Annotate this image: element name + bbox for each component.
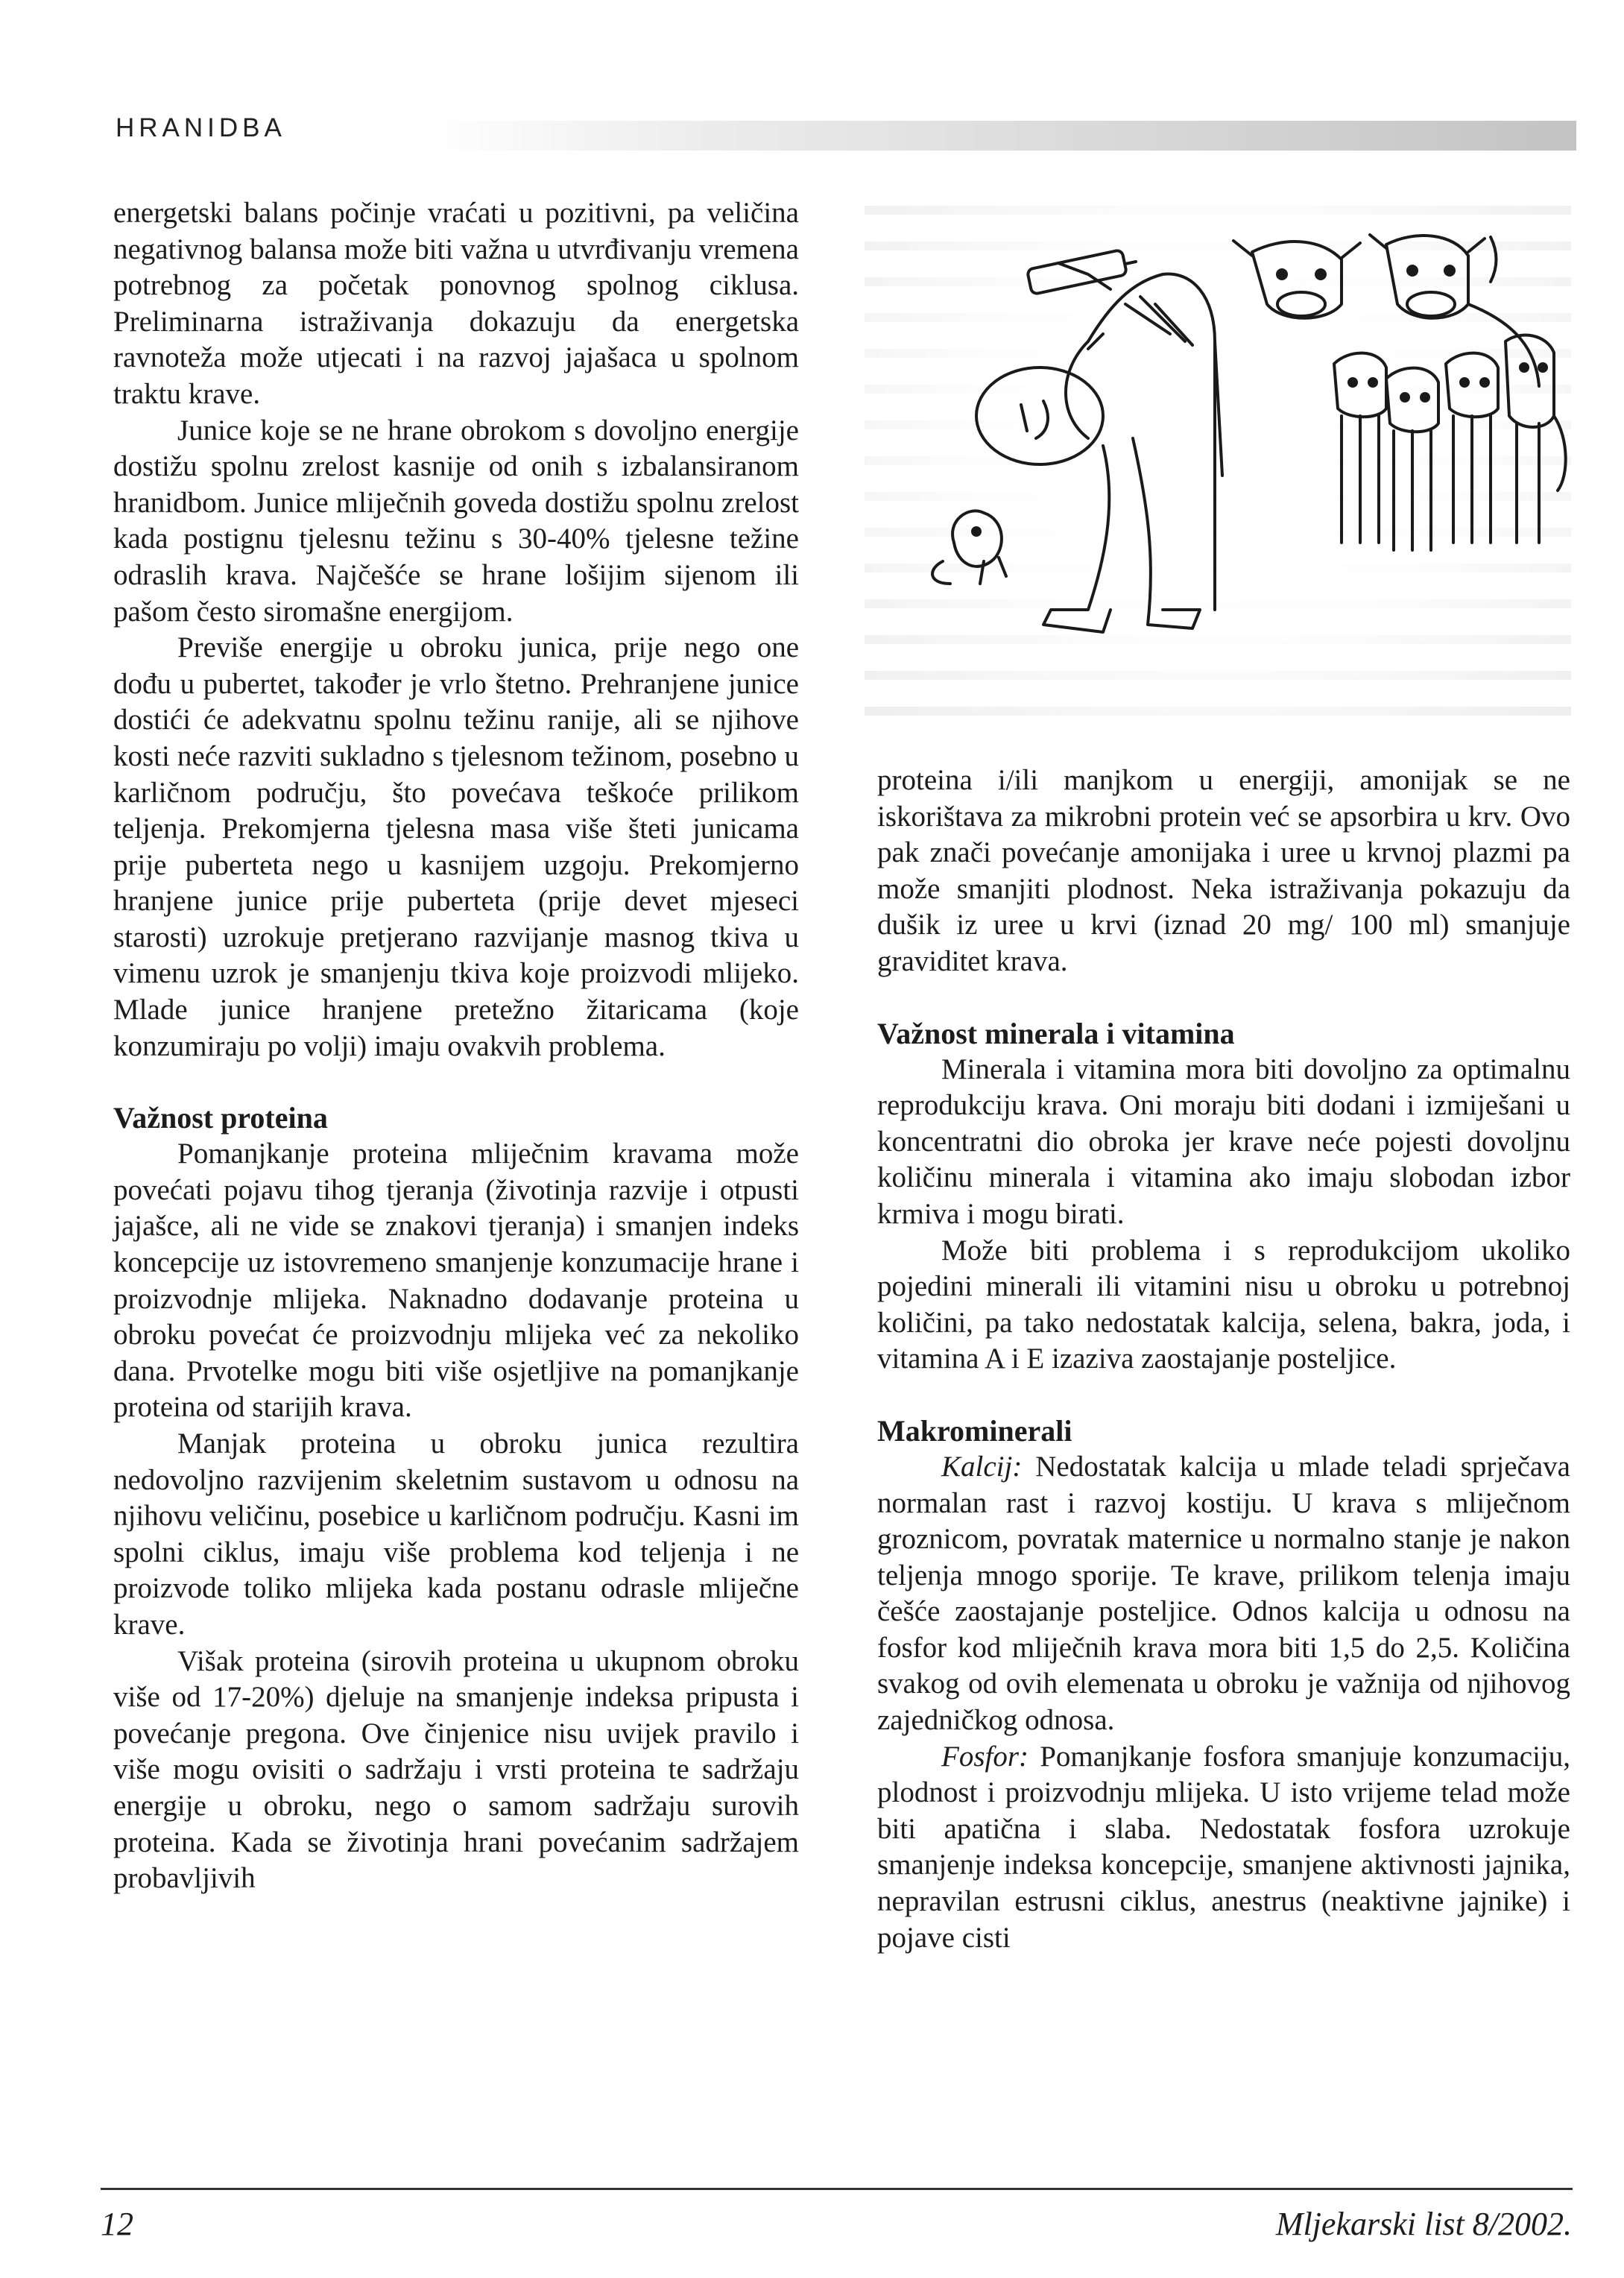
paragraph: Previše energije u obroku junica, prije nego one dođu u pubertet, također je vrlo štetno. Prehranjene junice dostići će adekvatnu spolnu težinu ranije, ali se njihove kosti neće razviti sukladno s tjelesnom težinom, posebno u karličnom području, što povećava teškoće prilikom teljenja. Prekomjerna tjelesna masa više šteti junicama prije puberteta nego u kasnijem uzgoju. Prekomjerno hranjene junice prije puberteta (prije devet mjeseci starosti) uzrokuje pretjerano razvijanje masnog tkiva u vimenu uzrok je smanjenju tkiva koje proizvodi mlijeko. Mlade junice hranjene pretežno žitaricama (koje konzumiraju po volji) imaju ovakvih problema. — [113, 631, 799, 1062]
calcium-label: Kalcij: — [941, 1450, 1023, 1483]
paragraph: proteina i/ili manjkom u energiji, amonijak se ne iskorištava za mikrobni protein već se apsorbira u krv. Ovo pak znači povećanje amonijaka i uree u krvnoj plazmi pa može smanjiti plodnost. Neka istraživanja pokazuju da dušik iz uree u krvi (iznad 20 mg/ 100 ml) smanjuje graviditet krava. — [877, 764, 1570, 977]
calf-icon — [1334, 353, 1386, 543]
heading-minerals-vitamins: Važnost minerala i vitamina — [877, 1016, 1235, 1050]
paragraph: Junice koje se ne hrane obrokom s dovoljno energije dostižu spolnu zrelost kasnije od onih s izbalansiranom hranidbom. Junice mliječnih goveda dostižu spolnu zrelost kada postignu tjelesnu težinu s 30-40% tjelesne težine odraslih krava. Najčešće se hrane lošijim sijenom ili pašom često siromašne energijom. — [113, 414, 799, 628]
paragraph: energetski balans počinje vraćati u pozitivni, pa veličina negativnog balansa može biti važna u utvrđivanju vremena potrebnog za početak ponovnog spolnog ciklusa. Preliminarna istraživanja dokazuju da energetska ravnoteža može utjecati i na razvoj jajašaca u spolnom traktu krave. — [113, 197, 799, 410]
cartoon-illustration — [865, 192, 1571, 731]
cow-icon — [1233, 241, 1360, 318]
cartoon-drawing — [865, 192, 1571, 731]
left-column — [113, 195, 799, 1897]
spacer — [877, 1378, 1570, 1413]
paragraph: Minerala i vitamina mora biti dovoljno za optimalnu reprodukciju krava. Oni moraju biti dodani i izmiješani u koncentratni dio obroka jer krave neće pojesti dovoljnu količinu minerala i vitamina ako imaju slobodan izbor krmiva i mogu birati. — [877, 1053, 1570, 1230]
farmer-icon — [976, 263, 1222, 632]
section-label: HRANIDBA — [116, 113, 286, 142]
calf-icon — [1386, 368, 1438, 550]
calcium-text: Nedostatak kalcija u mlade teladi sprječava normalan rast i razvoj kostiju. U krava s mliječnom groznicom, povratak maternice u normalno stanje je nakon teljenja mnogo sporije. Te krave, prilikom telenja imaju češće zaostajanje posteljice. Odnos kalcija u odnosu na fosfor kod mliječnih krava mora biti 1,5 do 2,5. Količina svakog od ovih elemenata u obroku je važnija od njihovog zajedničkog odnosa. — [877, 1450, 1570, 1737]
cow-icon — [1370, 235, 1539, 386]
dog-icon — [932, 511, 1006, 584]
spacer — [877, 980, 1570, 1016]
paragraph-phosphorus — [877, 1739, 1570, 1957]
heading-proteins: Važnost proteina — [113, 1101, 328, 1135]
page-number: 12 — [101, 2206, 133, 2242]
heading-macrominerals: Makrominerali — [877, 1413, 1072, 1448]
paragraph: Može biti problema i s reprodukcijom ukoliko pojedini minerali ili vitamini nisu u obroku u potrebnoj količini, pa tako nedostatak kalcija, selena, bakra, joda, i vitamina A i E izaziva zaostajanje posteljice. — [877, 1234, 1570, 1375]
spacer — [113, 1064, 799, 1100]
footer-rule — [101, 2188, 1573, 2190]
header-band — [425, 121, 1576, 151]
phosphorus-label: Fosfor: — [941, 1740, 1029, 1773]
paragraph: Pomanjkanje proteina mliječnim kravama može povećati pojavu tihog tjeranja (životinja razvije i otpusti jajašce, ali ne vide se znakovi tjeranja) i smanjen indeks koncepcije uz istovremeno smanjenje konzumacije hrane i proizvodnje mlijeka. Naknadno dodavanje proteina u obroku povećat će proizvodnju mlijeka već za nekoliko dana. Prvotelke mogu biti više osjetljive na pomanjkanje proteina od starijih krava. — [113, 1138, 799, 1424]
calf-icon — [1446, 353, 1498, 543]
paragraph-calcium — [877, 1449, 1570, 1739]
right-column — [877, 763, 1570, 1956]
paragraph: Višak proteina (sirovih proteina u ukupnom obroku više od 17-20%) djeluje na smanjenje indeksa pripusta i povećanje pregona. Ove činjenice nisu uvijek pravilo i više mogu ovisiti o sadržaju i vrsti proteina te sadržaju energije u obroku, nego o samom sadržaju surovih proteina. Kada se životinja hrani povećanim sadržajem probavljivih — [113, 1644, 799, 1895]
journal-name: Mljekarski list 8/2002. — [1275, 2206, 1572, 2242]
paragraph: Manjak proteina u obroku junica rezultira nedovoljno razvijenim skeletnim sustavom u odnosu na njihovu veličinu, posebice u karličnom području. Kasni im spolni ciklus, imaju više problema kod teljenja i ne proizvode toliko mlijeka kada postanu odrasle mliječne krave. — [113, 1427, 799, 1641]
phosphorus-text: Pomanjkanje fosfora smanjuje konzumaciju, plodnost i proizvodnju mlijeka. U isto vrijeme telad može biti apatična i slaba. Nedostatak fosfora uzrokuje smanjenje indeksa koncepcije, smanjene aktivnosti jajnika, nepravilan estrusni ciklus, anestrus (neaktivne jajnike) i pojave cisti — [877, 1740, 1570, 1954]
